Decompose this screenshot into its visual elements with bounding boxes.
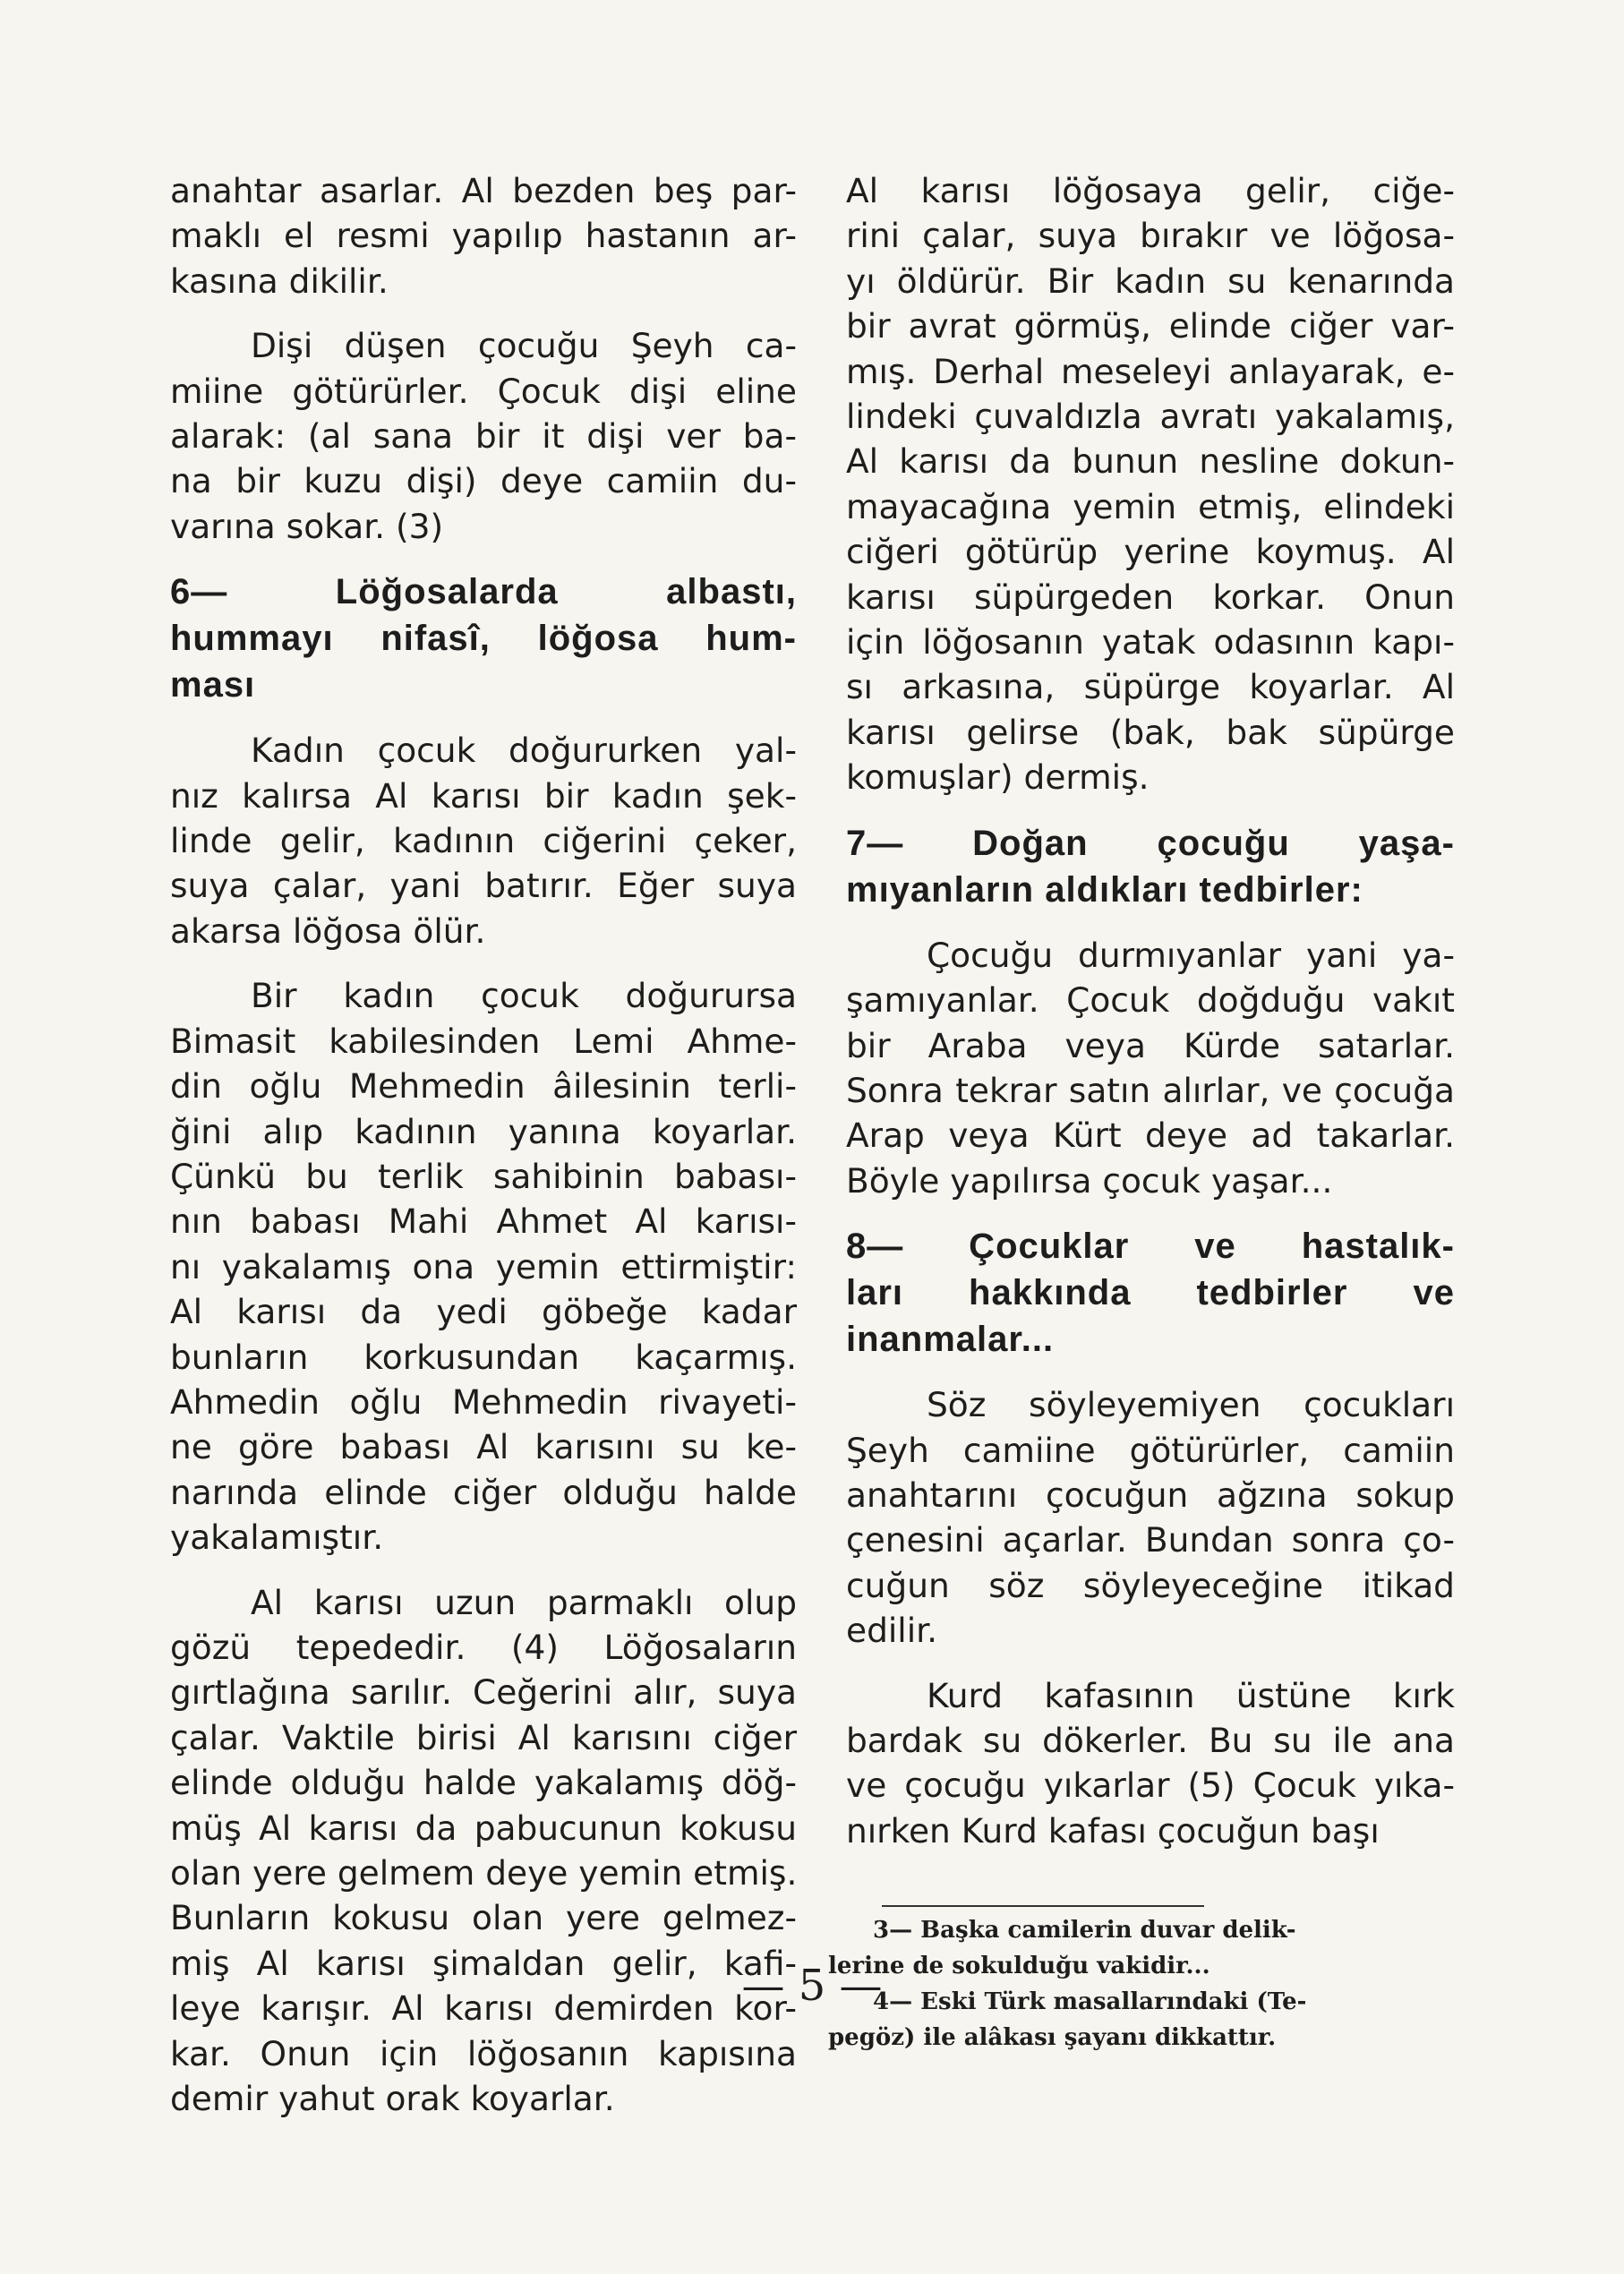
text-line: gözü tepededir. (4) Löğosaların bbox=[170, 1627, 797, 1667]
paragraph bbox=[170, 728, 797, 953]
text-line: din oğlu Mehmedin âilesinin terli- bbox=[170, 1066, 797, 1107]
footnote-line: lerine de sokulduğu vakidir... bbox=[828, 1953, 1210, 1980]
page-number: — 5 — bbox=[741, 1961, 883, 2011]
text-line: sı arkasına, süpürge koyarlar. Al bbox=[846, 667, 1455, 707]
text-line: ne göre babası Al karısını su ke- bbox=[170, 1427, 797, 1467]
heading-line: ması bbox=[170, 665, 256, 705]
text-line: ğini alıp kadının yanına koyarlar. bbox=[170, 1111, 797, 1151]
text-line: Böyle yapılırsa çocuk yaşar... bbox=[846, 1160, 1333, 1201]
section-heading bbox=[170, 568, 797, 708]
left-column bbox=[170, 168, 797, 2141]
heading-line: 8— Çocuklar ve hastalık- bbox=[846, 1227, 1455, 1267]
text-line: anahtarını çocuğun ağzına sokup bbox=[846, 1475, 1455, 1515]
text-line: karısı gelirse (bak, bak süpürge bbox=[846, 712, 1455, 752]
text-line: bunların korkusundan kaçarmış. bbox=[170, 1337, 797, 1377]
paragraph bbox=[846, 168, 1455, 800]
text-line: Söz söyleyemiyen çocukları bbox=[927, 1385, 1455, 1425]
text-line: Arap veya Kürt deye ad takarlar. bbox=[846, 1116, 1455, 1156]
text-line: Kadın çocuk doğururken yal- bbox=[251, 731, 797, 771]
text-line: bir avrat görmüş, elinde ciğer var- bbox=[846, 306, 1455, 346]
text-line: Şeyh camiine götürürler, camiin bbox=[846, 1430, 1455, 1470]
text-line: miine götürürler. Çocuk dişi eline bbox=[170, 371, 797, 411]
text-line: Sonra tekrar satın alırlar, ve çocuğa bbox=[846, 1070, 1455, 1110]
text-line: Al karısı da yedi göbeğe kadar bbox=[170, 1292, 797, 1332]
text-line: yakalamıştır. bbox=[170, 1517, 384, 1558]
text-line: bardak su dökerler. Bu su ile ana bbox=[846, 1720, 1455, 1760]
text-line: Dişi düşen çocuğu Şeyh ca- bbox=[251, 326, 797, 366]
text-line: Al karısı uzun parmaklı olup bbox=[251, 1582, 797, 1622]
text-line: karısı süpürgeden korkar. Onun bbox=[846, 577, 1455, 617]
footnote-rule bbox=[882, 1905, 1204, 1907]
text-line: bir Araba veya Kürde satarlar. bbox=[846, 1025, 1455, 1065]
text-line: edilir. bbox=[846, 1611, 938, 1651]
text-line: çalar. Vaktile birisi Al karısını ciğer bbox=[170, 1717, 797, 1757]
text-line: mayacağına yemin etmiş, elindeki bbox=[846, 486, 1455, 526]
text-line: Çocuğu durmıyanlar yani ya- bbox=[927, 935, 1455, 975]
heading-line: 6— Löğosalarda albastı, bbox=[170, 572, 797, 612]
text-line: kasına dikilir. bbox=[170, 261, 389, 301]
text-line: miş Al karısı şimaldan gelir, kafi- bbox=[170, 1943, 797, 1983]
heading-line: ları hakkında tedbirler ve bbox=[846, 1273, 1455, 1313]
text-line: narında elinde ciğer olduğu halde bbox=[170, 1472, 797, 1512]
text-line: anahtar asarlar. Al bezden beş par- bbox=[170, 171, 797, 210]
text-line: nın babası Mahi Ahmet Al karısı- bbox=[170, 1201, 797, 1242]
text-line: Çünkü bu terlik sahibinin babası- bbox=[170, 1156, 797, 1196]
text-line: lindeki çuvaldızla avratı yakalamış, bbox=[846, 397, 1455, 437]
paragraph bbox=[170, 168, 797, 303]
paragraph bbox=[846, 1382, 1455, 1653]
text-line: nı yakalamış ona yemin ettirmiştir: bbox=[170, 1246, 797, 1287]
text-line: alarak: (al sana bir it dişi ver ba- bbox=[170, 416, 797, 457]
text-line: maklı el resmi yapılıp hastanın ar- bbox=[170, 216, 797, 256]
text-line: Bunların kokusu olan yere gelmez- bbox=[170, 1898, 797, 1938]
text-line: Bimasit kabilesinden Lemi Ahme- bbox=[170, 1021, 797, 1061]
text-line: gırtlağına sarılır. Ceğerini alır, suya bbox=[170, 1672, 797, 1713]
text-line: yı öldürür. Bir kadın su kenarında bbox=[846, 261, 1455, 301]
text-line: elinde olduğu halde yakalamış döğ- bbox=[170, 1763, 797, 1803]
footnote-line: 4— Eski Türk masallarındaki (Te- bbox=[873, 1988, 1307, 2016]
text-line: Al karısı da bunun nesline dokun- bbox=[846, 441, 1455, 482]
footnote-line: pegöz) ile alâkası şayanı dikkattır. bbox=[828, 2024, 1277, 2052]
footnote-line: 3— Başka camilerin duvar delik- bbox=[873, 1917, 1296, 1945]
text-line: olan yere gelmem deye yemin etmiş. bbox=[170, 1853, 798, 1893]
heading-line: hummayı nifasî, löğosa hum- bbox=[170, 619, 797, 659]
text-line: varına sokar. (3) bbox=[170, 506, 444, 546]
text-line: için löğosanın yatak odasının kapı- bbox=[846, 622, 1455, 663]
text-line: suya çalar, yani batırır. Eğer suya bbox=[170, 866, 797, 906]
text-line: müş Al karısı da pabucunun kokusu bbox=[170, 1808, 797, 1848]
text-line: linde gelir, kadının ciğerini çeker, bbox=[170, 821, 797, 861]
text-line: şamıyanlar. Çocuk doğduğu vakıt bbox=[846, 980, 1455, 1021]
text-line: Al karısı löğosaya gelir, ciğe- bbox=[846, 171, 1455, 210]
text-line: ve çocuğu yıkarlar (5) Çocuk yıka- bbox=[846, 1765, 1455, 1806]
text-line: na bir kuzu dişi) deye camiin du- bbox=[170, 461, 797, 501]
heading-line: 7— Doğan çocuğu yaşa- bbox=[846, 823, 1455, 863]
paragraph bbox=[170, 973, 797, 1560]
text-line: kar. Onun için löğosanın kapısına bbox=[170, 2033, 797, 2073]
text-line: akarsa löğosa ölür. bbox=[170, 910, 486, 951]
heading-line: inanmalar... bbox=[846, 1320, 1055, 1360]
paragraph bbox=[170, 1580, 797, 2122]
text-line: nırken Kurd kafası çocuğun başı bbox=[846, 1810, 1380, 1851]
text-line: çenesini açarlar. Bundan sonra ço- bbox=[846, 1520, 1455, 1560]
text-line: ciğeri götürüp yerine koymuş. Al bbox=[846, 532, 1455, 572]
text-line: leye karışır. Al karısı demirden kor- bbox=[170, 1988, 797, 2029]
text-line: nız kalırsa Al karısı bir kadın şek- bbox=[170, 775, 797, 816]
paragraph bbox=[170, 323, 797, 549]
text-line: komuşlar) dermiş. bbox=[846, 757, 1150, 798]
right-column bbox=[828, 168, 1455, 2056]
text-line: cuğun söz söyleyeceğine itikad bbox=[846, 1565, 1455, 1605]
text-line: Ahmedin oğlu Mehmedin rivayeti- bbox=[170, 1381, 797, 1422]
paragraph bbox=[846, 1673, 1455, 1854]
paragraph bbox=[846, 933, 1455, 1203]
text-line: Kurd kafasının üstüne kırk bbox=[927, 1675, 1455, 1715]
text-line: mış. Derhal meseleyi anlayarak, e- bbox=[846, 351, 1455, 391]
text-line: rini çalar, suya bırakır ve löğosa- bbox=[846, 216, 1455, 256]
heading-line: mıyanların aldıkları tedbirler: bbox=[846, 869, 1363, 910]
section-heading bbox=[846, 1223, 1455, 1363]
section-heading bbox=[846, 820, 1455, 913]
text-line: demir yahut orak koyarlar. bbox=[170, 2079, 615, 2119]
text-line: Bir kadın çocuk doğurursa bbox=[251, 976, 797, 1016]
